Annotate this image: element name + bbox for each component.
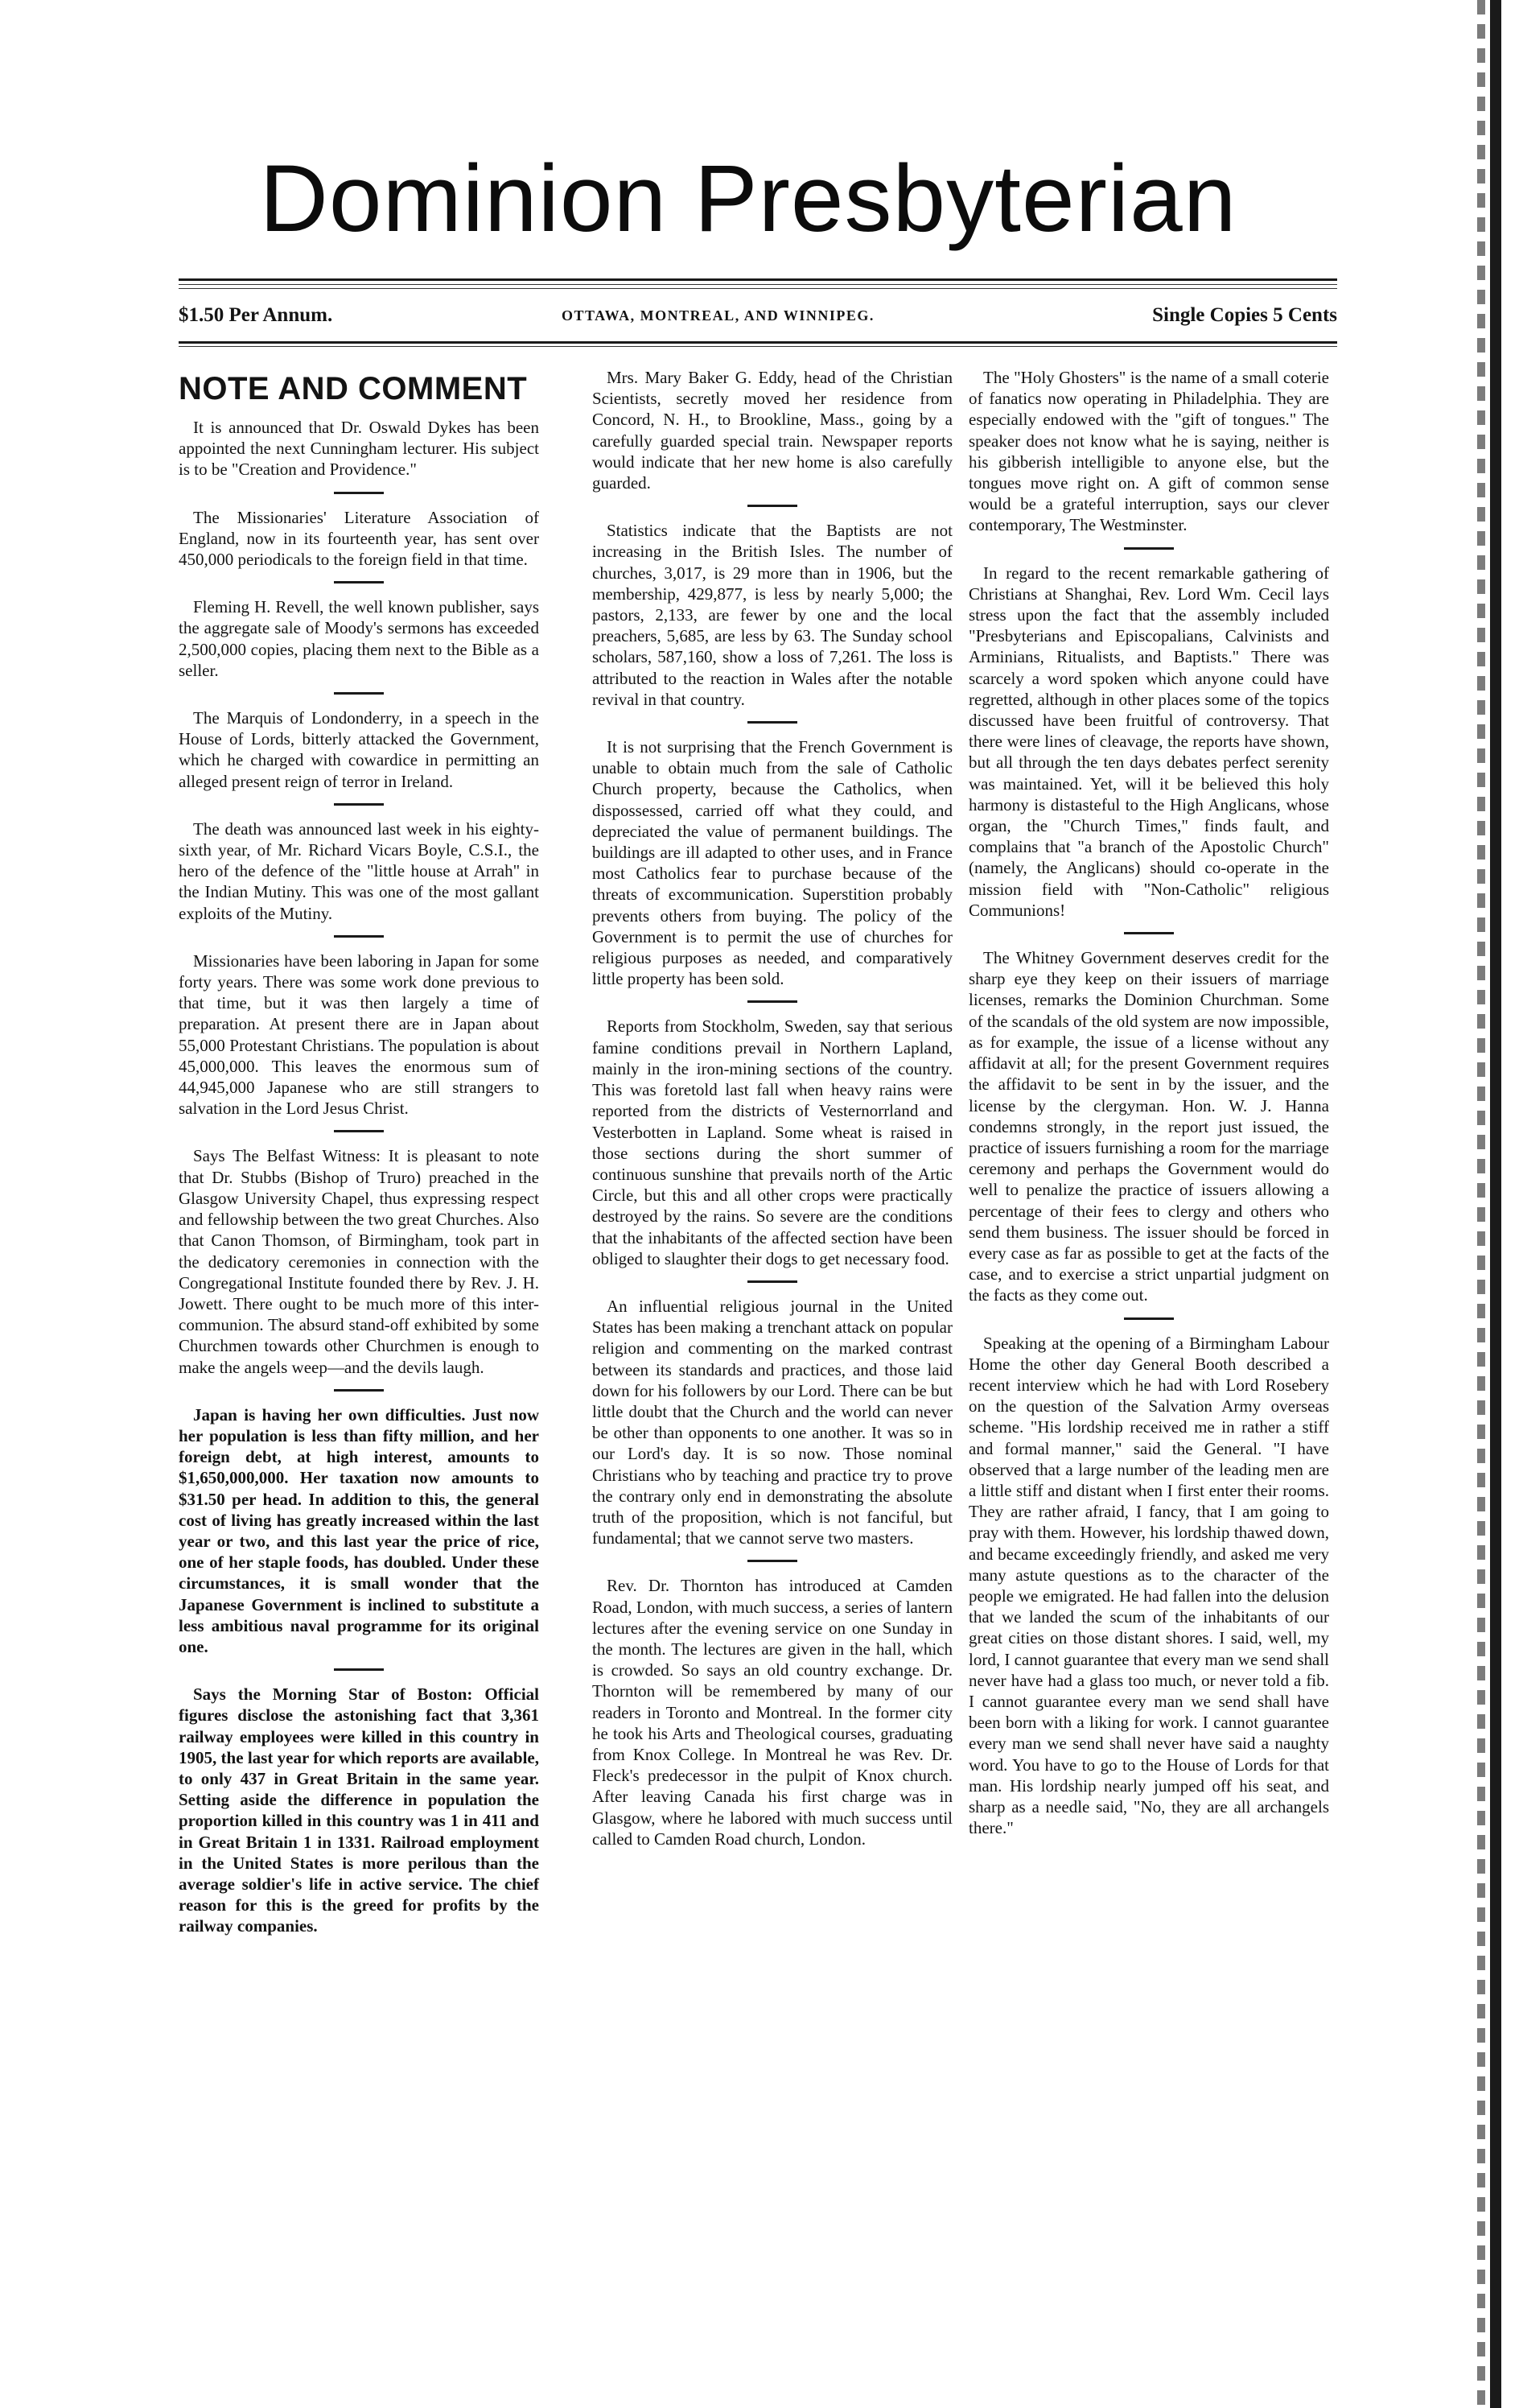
section-heading: NOTE AND COMMENT xyxy=(179,371,528,406)
news-item: Says the Morning Star of Boston: Official figures disclose the astonishing fact that 3,361 railway employees were killed in this country in 1905, the last year for which reports are available, to only 437 in Great Britain in the same year. Setting aside the difference in population the proportion killed in this country was 1 in 411 and in Great Britain 1 in 1331. Railroad employment in the United States is more perilous than the average soldier's life in active service. The chief reason for this is the greed for profits by the railway companies. xyxy=(179,1684,539,1936)
item-divider xyxy=(1124,1317,1174,1320)
item-divider xyxy=(334,935,384,938)
item-divider xyxy=(747,505,797,507)
news-item: Missionaries have been laboring in Japan for some forty years. There was some work done previous to that time, but it was then largely a time of preparation. At present there are in Japan about 55,000 Protestant Christians. The population is about 45,000,000. This leaves the enormous sum of 44,945,000 Japanese who are still strangers to salvation in the Lord Jesus Christ. xyxy=(179,950,539,1119)
masthead-strapline xyxy=(179,304,1337,333)
item-divider xyxy=(747,1280,797,1283)
news-item: Statistics indicate that the Baptists are not increasing in the British Isles. The number of churches, 3,017, is 29 more than in 1906, but the membership, 429,877, is less by nearly 5,000; the pastors, 2,133, are fewer by one and the local preachers, 5,685, are less by 63. The Sunday school scholars, 587,160, show a loss of 7,261. The loss is attributed to the reaction in Wales after the notable revival in that country. xyxy=(592,521,953,709)
item-divider xyxy=(1124,932,1174,934)
news-item: Rev. Dr. Thornton has introduced at Camden Road, London, with much success, a series of lantern lectures after the evening service on one Sunday in the month. The lectures are given in the hall, which is crowded. So says an old country exchange. Dr. Thornton will be remembered by many of our readers in Toronto and Montreal. In the former city he took his Arts and Theological courses, graduating from Knox College. In Montreal he was Rev. Dr. Fleck's predecessor in the pulpit of Knox church. After leaving Canada his first charge was in Glasgow, where he labored with much success until called to Camden Road church, London. xyxy=(592,1576,953,1849)
item-divider xyxy=(747,1000,797,1003)
news-item: It is not surprising that the French Government is unable to obtain much from the sale of Catholic Church property, because the Catholics, when dispossessed, carried off what they could, and depreciated the value of permanent buildings. The buildings are ill adapted to other uses, and in France most Catholics fear to purchase because of the threats of excommunication. Superstition probably prevents others from buying. The policy of the Government is to permit the use of churches for religious purposes as needed, and comparatively little property has been sold. xyxy=(592,737,953,989)
item-divider xyxy=(334,692,384,695)
news-item: Says The Belfast Witness: It is pleasant to note that Dr. Stubbs (Bishop of Truro) preached in the Glasgow University Chapel, thus expressing respect and fellowship between the two great Churches. Also that Canon Thomson, of Birmingham, took part in the dedicatory ceremonies in connection with the Congregational Institute founded there by Rev. J. H. Jowett. There ought to be much more of this inter-communion. The absurd stand-off exhibited by some Churchmen towards other Churchmen is enough to make the angels weep—and the devils laugh. xyxy=(179,1146,539,1377)
news-item: It is announced that Dr. Oswald Dykes has been appointed the next Cunningham lecturer. His subject is to be "Creation and Providence." xyxy=(179,418,539,480)
item-divider xyxy=(334,1668,384,1671)
publication-cities: OTTAWA, MONTREAL, AND WINNIPEG. xyxy=(562,307,875,324)
column-1 xyxy=(179,367,539,1937)
item-divider xyxy=(334,803,384,806)
news-item: The Whitney Government deserves credit for the sharp eye they keep on their issuers of marriage licenses, remarks the Dominion Churchman. Some of the scandals of the old system are now impossible, as for example, the issue of a license without any affidavit at all; for the present Government requires the affidavit to be sent in by the issuer, and the license by the clergyman. Hon. W. J. Hanna condemns strongly, in the report just issued, the practice of issuers furnishing a room for the marriage ceremony and perhaps the Government would do well to penalize the practice of issuers allowing a percentage of their fees to clergy and others who send them business. The issuer should be forced in every case as far as possible to get at the facts of the case, and to exercise a strict unpartial judgment on the facts as they come out. xyxy=(969,948,1329,1305)
column-2 xyxy=(592,367,953,1849)
news-item: The Marquis of Londonderry, in a speech in the House of Lords, bitterly attacked the Government, which he charged with cowardice in permitting an alleged present reign of terror in Ireland. xyxy=(179,708,539,791)
masthead-rule-bottom-thin xyxy=(179,346,1337,347)
news-item: The "Holy Ghosters" is the name of a small coterie of fanatics now operating in Philadelphia. They are especially endowed with the "gift of tongues." The speaker does not know what he is saying, neither is his gibberish intelligible to anyone else, but the tongues move right on. A gift of common sense would be a grateful interruption, says our clever contemporary, The Westminster. xyxy=(969,368,1329,535)
news-item: Japan is having her own difficulties. Just now her population is less than fifty million, and her foreign debt, at high interest, amounts to $1,650,000,000. Her taxation now amounts to $31.50 per head. In addition to this, the general cost of living has greatly increased within the last year or two, and this last year the price of rice, one of her staple foods, has doubled. Under these circumstances, it is small wonder that the Japanese Government is inclined to substitute a less ambitious naval programme for its original one. xyxy=(179,1404,539,1656)
masthead-rule-top-thin xyxy=(179,284,1337,285)
subscription-price: $1.50 Per Annum. xyxy=(179,304,333,326)
column-3 xyxy=(969,367,1329,1838)
masthead-title: Dominion Presbyterian xyxy=(259,146,1237,252)
news-item: In regard to the recent remarkable gathering of Christians at Shanghai, Rev. Lord Wm. Cecil lays stress upon the fact that the assembly included "Presbyterians and Episcopalians, Calvinists and Arminians, Ritualists, and Baptists." There was scarcely a word spoken which anyone could have regretted, although in other places some of the topics discussed have been fruitful of controversy. That there were lines of cleavage, the reports have shown, but all through the ten days debates perfect serenity was maintained. Yet, will it be believed this holy harmony is distasteful to the High Anglicans, whose organ, the "Church Times," finds fault, and complains that "a branch of the Apostolic Church" (namely, the Anglicans) should co-operate in the mission field with "Non-Catholic" religious Communions! xyxy=(969,563,1329,920)
item-divider xyxy=(747,721,797,724)
news-item: Mrs. Mary Baker G. Eddy, head of the Christian Scientists, secretly moved her residence from Concord, N. H., to Brookline, Mass., going by a carefully guarded special train. Newspaper reports would indicate that her new home is also carefully guarded. xyxy=(592,368,953,493)
item-divider xyxy=(334,581,384,583)
masthead-rule-bottom xyxy=(179,341,1337,344)
news-item: Reports from Stockholm, Sweden, say that serious famine conditions prevail in Northern Lapland, mainly in the iron-mining sections of the country. This was foretold last fall when heavy rains were reported from the districts of Vesternorrland and Vesterbotten in Lapland. Some wheat is raised in those sections during the short summer of continuous sunshine that prevails north of the Artic Circle, but this and all other crops were practically destroyed by the rains. So severe are the conditions that the inhabitants of the affected section have been obliged to slaughter their dogs to get necessary food. xyxy=(592,1016,953,1268)
item-divider xyxy=(747,1560,797,1562)
news-item: Speaking at the opening of a Birmingham Labour Home the other day General Booth described a recent interview which he had with Lord Rosebery on the question of the Salvation Army overseas scheme. "His lordship received me in rather a stiff and formal manner," said the General. "I have observed that a large number of the leading men are a little stiff and distant when I first enter their rooms. They are rather afraid, I fancy, that I am going to pray with them. However, his lordship thawed down, and became exceedingly friendly, and asked me very many astute questions as to the character of the people we emigrated. He had fallen into the delusion that we landed the scum of the inhabitants of our great cities on those distant shores. I said, well, my lord, I cannot guarantee that every man we send shall never have had a glass too much, or never told a fib. I cannot guarantee every man we send shall have been born with a liking for work. I cannot guarantee every man we send shall never have said a naughty word. You have to go to the House of Lords for that man. His lordship nearly jumped off his seat, and sharp as a needle said, "No, they are all archangels there." xyxy=(969,1333,1329,1838)
single-copy-price: Single Copies 5 Cents xyxy=(1152,304,1337,326)
page-binding-edge xyxy=(1490,0,1501,2408)
item-divider xyxy=(334,492,384,494)
masthead-rule-top-thin-2 xyxy=(179,288,1337,289)
item-divider xyxy=(334,1389,384,1392)
masthead-rule-top xyxy=(179,278,1337,281)
item-divider xyxy=(1124,547,1174,550)
news-item: Fleming H. Revell, the well known publisher, says the aggregate sale of Moody's sermons has exceeded 2,500,000 copies, placing them next to the Bible as a seller. xyxy=(179,597,539,680)
news-item: An influential religious journal in the United States has been making a trenchant attack on popular religion and commenting on the marked contrast between its standards and practices, and those laid down for his followers by our Lord. There can be but little doubt that the Church and the world can never be other than opponents to one another. It was so in our Lord's day. It is so now. Those nominal Christians who by teaching and practice try to prove the contrary only end in demonstrating the absolute truth of the proposition, which is not fanciful, but fundamental; that we cannot serve two masters. xyxy=(592,1296,953,1548)
news-item: The death was announced last week in his eighty-sixth year, of Mr. Richard Vicars Boyle, C.S.I., the hero of the defence of the "little house at Arrah" in the Indian Mutiny. This was one of the most gallant exploits of the Mutiny. xyxy=(179,818,539,923)
news-item: The Missionaries' Literature Association of England, now in its fourteenth year, has sent over 450,000 periodicals to the foreign field in that time. xyxy=(179,507,539,570)
item-divider xyxy=(334,1130,384,1132)
